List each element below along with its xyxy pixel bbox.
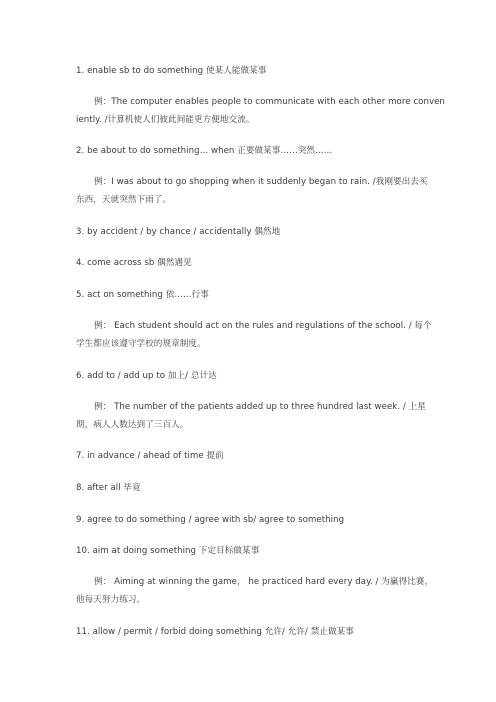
phrase-6-example-line2: 期，病人人数达到了三百人。 xyxy=(76,420,189,430)
phrase-1-example-line1: 例：The computer enables people to communicate with each other more conven xyxy=(94,97,445,107)
phrase-2-heading: 2. be about to do something… when 正要做某事……突然…… xyxy=(76,146,333,156)
phrase-10-example-line1: 例： Aiming at winning the game， he practiced hard every day. / 为赢得比赛， xyxy=(94,577,434,587)
phrase-11-heading: 11. allow / permit / forbid doing something 允许/ 允许/ 禁止做某事 xyxy=(76,627,354,637)
phrase-10-example-line2: 他每天努力练习。 xyxy=(76,595,146,605)
phrase-6-example-line1: 例： The number of the patients added up to three hundred last week. / 上星 xyxy=(94,402,426,412)
phrase-5-example-line1: 例： Each student should act on the rules and regulations of the school. / 每个 xyxy=(94,321,432,331)
phrase-4-heading: 4. come across sb 偶然遇见 xyxy=(76,258,192,268)
phrase-3-heading: 3. by accident / by chance / accidentally 偶然地 xyxy=(76,227,281,237)
phrase-7-heading: 7. in advance / ahead of time 提前 xyxy=(76,451,224,461)
phrase-8-heading: 8. after all 毕竟 xyxy=(76,483,141,493)
phrase-5-heading: 5. act on something 依……行事 xyxy=(76,290,209,300)
phrase-10-heading: 10. aim at doing something 下定目标做某事 xyxy=(76,546,260,556)
phrase-2-example-line2: 东西，天就突然下雨了。 xyxy=(76,195,172,205)
phrase-6-heading: 6. add to / add up to 加上/ 总计达 xyxy=(76,371,217,381)
phrase-5-example-line2: 学生都应该遵守学校的规章制度。 xyxy=(76,339,206,349)
phrase-1-example-line2: iently. /计算机使人们彼此间能更方便地交流。 xyxy=(76,115,255,125)
phrase-2-example-line1: 例：I was about to go shopping when it suddenly began to rain. /我刚要出去买 xyxy=(94,177,428,187)
phrase-9-heading: 9. agree to do something / agree with sb/ agree to something xyxy=(76,515,345,525)
phrase-1-heading: 1. enable sb to do something 使某人能做某事 xyxy=(76,66,267,76)
